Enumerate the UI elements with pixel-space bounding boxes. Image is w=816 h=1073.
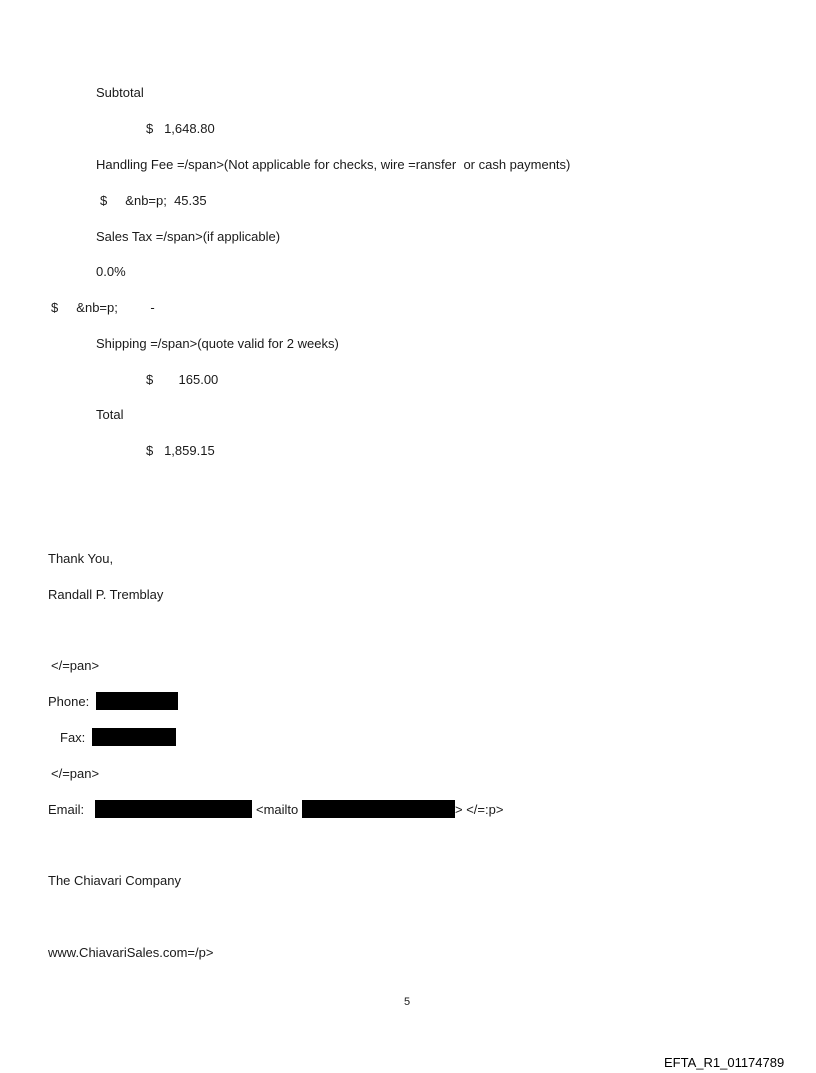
company-website: www.ChiavariSales.com=/p> [48, 945, 214, 960]
sales-tax-rate: 0.0% [96, 264, 126, 279]
span-tag-text: </=pan> [51, 766, 100, 781]
mailto-redaction [302, 800, 455, 818]
mailto-prefix: <mailto [256, 802, 299, 817]
email-label: Email: [48, 802, 85, 817]
total-label: Total [96, 407, 124, 422]
shipping-label: Shipping =/span>(quote valid for 2 weeks) [96, 336, 339, 351]
mailto-suffix: > </=:p> [455, 802, 504, 817]
email-redaction [95, 800, 252, 818]
sales-tax-label: Sales Tax =/span>(if applicable) [96, 229, 281, 244]
fax-redaction [92, 728, 176, 746]
handling-fee-value: $ &nb=p; 45.35 [100, 193, 207, 208]
thank-you-text: Thank You, [48, 551, 114, 566]
page-number: 5 [404, 996, 411, 1008]
span-tag-text: </=pan> [51, 658, 100, 673]
phone-redaction [96, 692, 178, 710]
sales-tax-value: $ &nb=p; - [51, 300, 155, 315]
fax-label: Fax: [60, 730, 86, 745]
company-name: The Chiavari Company [48, 873, 181, 888]
bates-number: EFTA_R1_01174789 [664, 1055, 785, 1070]
handling-fee-label: Handling Fee =/span>(Not applicable for checks, wire =ransfer or cash payments) [96, 157, 571, 172]
phone-label: Phone: [48, 694, 90, 709]
total-value: $ 1,859.15 [146, 443, 215, 458]
subtotal-label: Subtotal [96, 85, 144, 100]
signer-name: Randall P. Tremblay [48, 587, 164, 602]
shipping-value: $ 165.00 [146, 372, 219, 387]
subtotal-value: $ 1,648.80 [146, 121, 215, 136]
